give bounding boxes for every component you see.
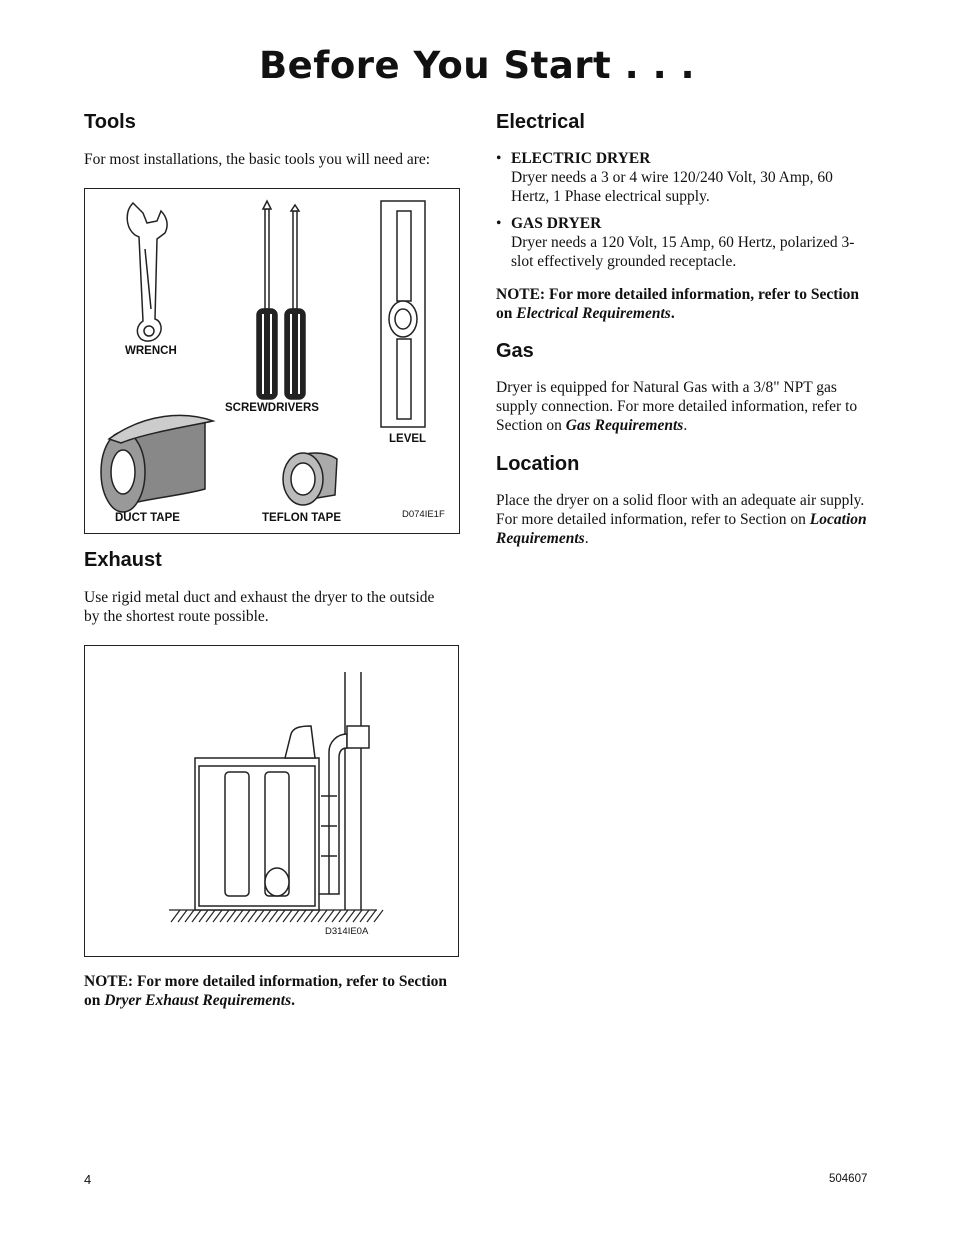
- exhaust-note-ref: Dryer Exhaust Requirements: [104, 992, 292, 1009]
- electrical-note-prefix: NOTE: For more detailed information, refer to Section on: [496, 286, 860, 322]
- page-number: 4: [84, 1172, 92, 1187]
- exhaust-note-prefix: NOTE: For more detailed information, refer to Section on: [84, 973, 448, 1009]
- teflon-tape-label: TEFLON TAPE: [262, 512, 342, 524]
- gas-heading: Gas: [496, 340, 534, 362]
- tools-illustration: [85, 189, 461, 535]
- exhaust-illustration: [85, 646, 460, 958]
- screwdriver-phillips-icon: [285, 205, 305, 399]
- electrical-heading: Electrical: [496, 111, 585, 133]
- screwdriver-flat-icon: [257, 201, 277, 399]
- gas-text: [496, 378, 871, 435]
- tools-figure-code: D074IE1F: [402, 509, 445, 520]
- location-text: [496, 491, 871, 548]
- electrical-note: [496, 285, 866, 323]
- level-icon: [381, 201, 425, 427]
- duct-tape-icon: [101, 415, 213, 512]
- tools-intro: For most installations, the basic tools you will need are:: [84, 151, 431, 168]
- gas-suffix: .: [683, 417, 688, 434]
- electrical-note-suffix: .: [670, 305, 675, 322]
- tools-heading: Tools: [84, 111, 136, 133]
- location-suffix: .: [584, 530, 589, 547]
- location-text-prefix: Place the dryer on a solid floor with an adequate air supply. For more detailed information, refer to Section on: [496, 492, 865, 528]
- electrical-note-ref: Electrical Requirements: [516, 305, 671, 322]
- floor-hatch: [171, 910, 383, 922]
- tools-figure: [84, 188, 460, 534]
- wall-icon: [345, 672, 361, 910]
- gas-dryer-bullet: [496, 214, 876, 274]
- page-title: Before You Start . . .: [258, 44, 696, 87]
- duct-tape-label: DUCT TAPE: [115, 512, 180, 524]
- bullet-mark: •: [496, 150, 502, 167]
- exhaust-figure-code: D314IE0A: [325, 926, 369, 937]
- dryer-icon: [195, 726, 319, 910]
- exhaust-note-suffix: .: [291, 992, 296, 1009]
- location-ref: Location Requirements: [496, 511, 867, 547]
- bullet-title: ELECTRIC DRYER: [511, 150, 651, 167]
- doc-number: 504607: [829, 1173, 868, 1185]
- gas-text-prefix: Dryer is equipped for Natural Gas with a 3/8" NPT gas supply connection. For more detailed information, refer to Section on: [496, 379, 858, 434]
- floor-icon: [169, 910, 383, 922]
- wrench-label: WRENCH: [125, 345, 177, 357]
- teflon-tape-icon: [283, 453, 337, 505]
- exhaust-text: Use rigid metal duct and exhaust the dryer to the outside by the shortest route possible.: [84, 589, 435, 625]
- bullet-title: GAS DRYER: [511, 215, 602, 232]
- bullet-text: Dryer needs a 120 Volt, 15 Amp, 60 Hertz, polarized 3-slot effectively grounded receptacle.: [511, 234, 855, 270]
- screwdrivers-label: SCREWDRIVERS: [225, 402, 319, 414]
- location-heading: Location: [496, 453, 580, 475]
- bullet-mark: •: [496, 215, 502, 232]
- exhaust-figure: [84, 645, 459, 957]
- gas-ref: Gas Requirements: [565, 417, 684, 434]
- exhaust-heading: Exhaust: [84, 549, 162, 571]
- wrench-icon: [127, 203, 167, 341]
- exhaust-note: [84, 972, 454, 1010]
- level-label: LEVEL: [389, 433, 427, 445]
- bullet-text: Dryer needs a 3 or 4 wire 120/240 Volt, 30 Amp, 60 Hertz, 1 Phase electrical supply.: [511, 169, 833, 205]
- electric-dryer-bullet: [496, 149, 876, 209]
